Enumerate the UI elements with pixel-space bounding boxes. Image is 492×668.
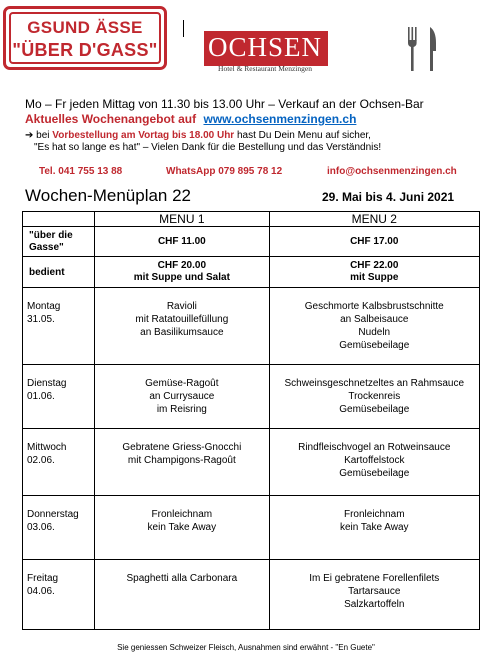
table-row-wednesday: [23, 429, 480, 496]
contact-email[interactable]: info@ochsenmenzingen.ch: [327, 166, 457, 177]
dish-line: Fronleichnam: [151, 509, 213, 520]
preorder-deadline: Vorbestellung am Vortag bis 18.00 Uhr: [52, 130, 235, 141]
dish-line: an Basilikumsauce: [140, 327, 224, 338]
dish-line: Gemüse-Ragoût: [145, 378, 219, 389]
arrow-right-icon: ➔: [25, 130, 34, 141]
day-name: Donnerstag: [27, 509, 79, 520]
logo-wordmark: OCHSEN: [207, 32, 322, 62]
menu-1-dish: [95, 496, 269, 560]
logo-tagline: Hotel & Restaurant Menzingen: [218, 64, 312, 73]
week-dates: 29. Mai bis 4. Juni 2021: [322, 190, 455, 204]
price-row-served: [23, 257, 480, 288]
dish-line: an Salbeisauce: [340, 314, 409, 325]
day-date: 01.06.: [27, 391, 55, 402]
weekly-offer-label: Aktuelles Wochenangebot auf: [25, 112, 197, 126]
dish-line: Salzkartoffeln: [344, 599, 405, 610]
table-row-friday: [23, 560, 480, 630]
dish-line: mit Ratatouillefüllung: [135, 314, 229, 325]
menu-1-dish: [95, 288, 269, 365]
table-row-tuesday: [23, 365, 480, 429]
day-name: Dienstag: [27, 378, 67, 389]
dish-line: Ravioli: [166, 301, 197, 312]
preorder-line: [25, 130, 371, 141]
day-cell: [23, 288, 95, 365]
dish-line: kein Take Away: [147, 522, 217, 533]
gsund-asse-badge: [3, 6, 167, 70]
price-menu-1-served-note: mit Suppe und Salat: [133, 272, 230, 283]
price-menu-1-served: [95, 257, 269, 288]
dish-line: Im Ei gebratene Forellenfilets: [309, 573, 440, 584]
day-name: Mittwoch: [27, 442, 67, 453]
day-cell: [23, 560, 95, 630]
dish-line: im Reisring: [156, 404, 207, 415]
dish-line: kein Take Away: [339, 522, 409, 533]
menu-2-dish: [269, 560, 479, 630]
menu-table: [22, 211, 480, 630]
contact-whatsapp[interactable]: WhatsApp 079 895 78 12: [166, 166, 283, 177]
menu-2-dish: [269, 496, 479, 560]
dish-line: Rindfleischvogel an Rotweinsauce: [298, 442, 451, 453]
week-title: Wochen-Menüplan 22: [25, 186, 192, 205]
day-name: Freitag: [27, 573, 59, 584]
price-label-takeaway: "über die Gasse": [23, 227, 95, 257]
menu-1-dish: [95, 560, 269, 630]
badge-line-2: "ÜBER D'GASS": [12, 40, 158, 60]
menu-2-dish: [269, 429, 479, 496]
opening-hours-text: Mo – Fr jeden Mittag von 11.30 bis 13.00 Uhr – Verkauf an der Ochsen-Bar: [25, 97, 424, 111]
day-cell: [23, 365, 95, 429]
price-label-served: bedient: [23, 257, 95, 288]
dish-line: Geschmorte Kalbsbrustschnitte: [304, 301, 444, 312]
price-menu-1-takeaway: CHF 11.00: [95, 227, 269, 257]
header-menu-1: MENU 1: [95, 212, 269, 227]
dish-line: Trockenreis: [348, 391, 401, 402]
price-menu-2-served-note: mit Suppe: [350, 272, 399, 283]
text-cursor: [183, 20, 184, 37]
dish-line: Tartarsauce: [348, 586, 401, 597]
fork-knife-icon: [405, 25, 441, 73]
dish-line: Nudeln: [358, 327, 391, 338]
menu-1-dish: [95, 365, 269, 429]
dish-line: Schweinsgeschnetzeltes an Rahmsauce: [284, 378, 465, 389]
dish-line: Gemüsebeilage: [339, 340, 410, 351]
menu-2-dish: [269, 365, 479, 429]
dish-line: Gemüsebeilage: [339, 468, 410, 479]
dish-line: Kartoffelstock: [344, 455, 405, 466]
price-row-takeaway: [23, 227, 480, 257]
day-cell: [23, 496, 95, 560]
table-header-row: [23, 212, 480, 227]
menu-2-dish: [269, 288, 479, 365]
badge-line-1: GSUND ÄSSE: [27, 18, 143, 37]
dish-line: Fronleichnam: [343, 509, 405, 520]
price-menu-1-served-amount: CHF 20.00: [157, 260, 207, 271]
dish-line: Gebratene Griess-Gnocchi: [122, 442, 242, 453]
contact-phone[interactable]: Tel. 041 755 13 88: [39, 166, 123, 177]
thanks-text: "Es hat so lange es hat" – Vielen Dank für die Bestellung und das Verständnis!: [34, 142, 382, 153]
footer-note: Sie geniessen Schweizer Fleisch, Ausnahmen sind erwähnt - "En Guete": [117, 643, 375, 652]
table-row-monday: [23, 288, 480, 365]
price-menu-2-served-amount: CHF 22.00: [350, 260, 399, 271]
header-menu-2: MENU 2: [269, 212, 479, 227]
day-date: 02.06.: [27, 455, 55, 466]
preorder-text-b: hast Du Dein Menu auf sicher,: [234, 130, 371, 141]
day-cell: [23, 429, 95, 496]
menu-1-dish: [95, 429, 269, 496]
website-link[interactable]: www.ochsenmenzingen.ch: [203, 112, 357, 126]
dish-line: mit Champigons-Ragoût: [127, 455, 236, 466]
preorder-text-a: bei: [33, 130, 53, 141]
dish-line: Gemüsebeilage: [339, 404, 410, 415]
day-name: Montag: [27, 301, 61, 312]
table-row-thursday: [23, 496, 480, 560]
price-menu-2-takeaway: CHF 17.00: [269, 227, 479, 257]
dish-line: Spaghetti alla Carbonara: [126, 573, 238, 584]
day-date: 31.05.: [27, 314, 55, 325]
day-date: 03.06.: [27, 522, 55, 533]
dish-line: an Currysauce: [149, 391, 215, 402]
day-date: 04.06.: [27, 586, 55, 597]
header-empty: [23, 212, 95, 227]
weekly-offer-line: [25, 112, 356, 126]
price-menu-2-served: [269, 257, 479, 288]
